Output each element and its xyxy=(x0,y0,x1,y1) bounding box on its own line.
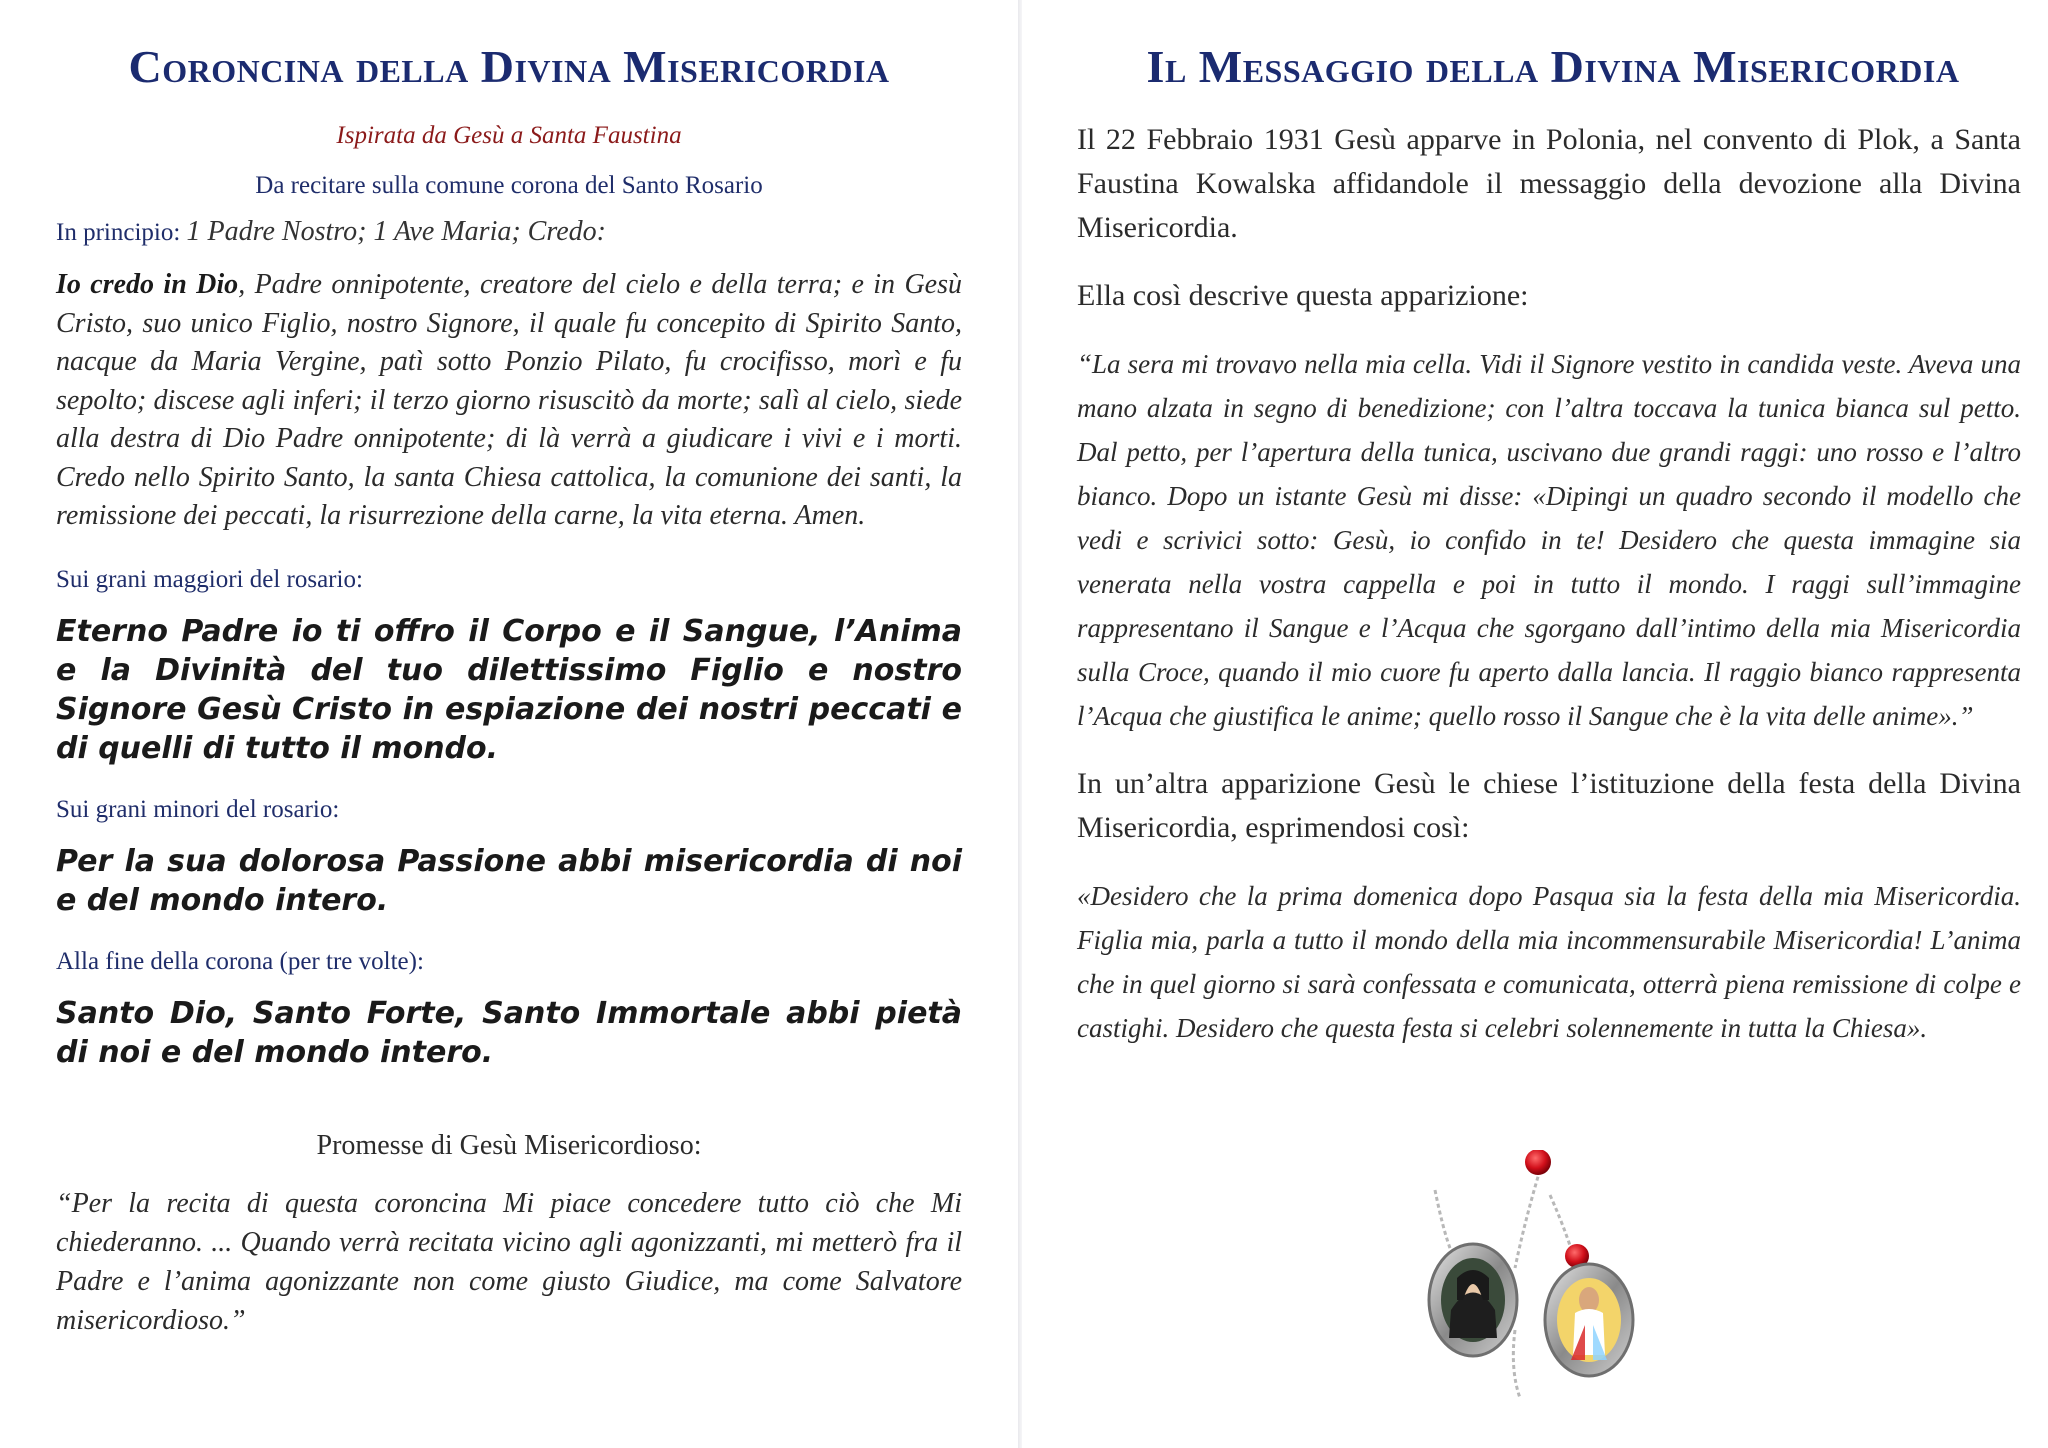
right-column xyxy=(1077,118,2021,1050)
apparition-quote: “La sera mi trovavo nella mia cella. Vidi il Signore vestito in candida veste. Aveva una mano alzata in segno di benedizione; con l’altra toccava la tunica bianca sul petto. Dal petto, per l’apertura della tunica, uscivano due grandi raggi: uno rosso e l’altro bianco. Dopo un istante Gesù mi disse: «Dipingi un quadro secondo il modello che vedi e scrivici sotto: Gesù, io confido in te! Desidero che questa immagine sia venerata nella vostra cappella e poi in tutto il mondo. I raggi sull’immagine rappresentano il Sangue e l’Acqua che sgorgano dall’intimo della mia Misericordia sulla Croce, quando il mio cuore fu aperto dalla lancia. Il raggio bianco rappresenta l’Acqua che giustifica le anime; quello rosso il Sangue che è la vita delle anime».” xyxy=(1077,349,2021,731)
recite-instruction: Da recitare sulla comune corona del Santo Rosario xyxy=(255,172,763,199)
left-page-title: Coroncina della Divina Misericordia xyxy=(128,41,890,92)
promises-text: “Per la recita di questa coroncina Mi piace concedere tutto ciò che Mi chiederanno. ... Quando verrà recitata vicino agli agonizzanti, mi metterò fra il Padre e l’anima agonizzante non come giusto Giudice, ma come Salvatore misericordioso.” xyxy=(56,1187,962,1336)
minor-beads-label: Sui grani minori del rosario: xyxy=(56,795,340,823)
creed-body: , Padre onnipotente, creatore del cielo e della terra; e in Gesù Cristo, suo unico Figlio, nostro Signore, il quale fu concepito di Spirito Santo, nacque da Maria Vergine, patì sotto Ponzio Pilato, fu crocifisso, morì e fu sepolto; discese agli inferi; il terzo giorno risuscitò da morte; salì al cielo, siede alla destra di Dio Padre onnipotente; di là verrà a giudicare i vivi e i morti. Credo nello Spirito Santo, la santa Chiesa cattolica, la comunione dei santi, la remissione dei peccati, la risurrezione della carne, la vita eterna. Amen. xyxy=(56,269,962,531)
minor-beads-prayer: Per la sua dolorosa Passione abbi misericordia di noi e del mondo intero. xyxy=(56,843,962,918)
red-bead-top xyxy=(1525,1150,1551,1175)
promises-heading: Promesse di Gesù Misericordioso: xyxy=(316,1129,702,1161)
feast-paragraph: In un’altra apparizione Gesù le chiese l’istituzione della festa della Divina Misericordia, esprimendosi così: xyxy=(1077,767,2021,844)
description-lead: Ella così descrive questa apparizione: xyxy=(1077,279,1529,312)
intro-items: 1 Padre Nostro; 1 Ave Maria; Credo: xyxy=(186,216,606,247)
medal-saint-faustina xyxy=(1429,1244,1517,1356)
ending-label: Alla fine della corona (per tre volte): xyxy=(56,947,424,975)
subtitle: Ispirata da Gesù a Santa Faustina xyxy=(336,122,682,149)
ending-prayer: Santo Dio, Santo Forte, Santo Immortale abbi pietà di noi e del mondo intero. xyxy=(56,995,962,1070)
intro-paragraph: Il 22 Febbraio 1931 Gesù apparve in Polonia, nel convento di Plok, a Santa Faustina Kowalska affidandole il messaggio della devozione alla Divina Misericordia. xyxy=(1077,123,2021,244)
rosary-medals-image xyxy=(1395,1150,1655,1400)
major-beads-prayer: Eterno Padre io ti offro il Corpo e il Sangue, l’Anima e la Divinità del tuo dilettissimo Figlio e nostro Signore Gesù Cristo in espiazione dei nostri peccati e di quelli di tutto il mondo. xyxy=(56,613,962,766)
left-page xyxy=(0,0,1018,1448)
left-column xyxy=(56,118,962,1340)
intro-line xyxy=(56,216,962,248)
right-page-title: Il Messaggio della Divina Misericordia xyxy=(1146,41,1960,92)
creed-text xyxy=(56,266,962,536)
medal-divine-mercy xyxy=(1545,1264,1633,1376)
major-beads-label: Sui grani maggiori del rosario: xyxy=(56,565,363,593)
creed-lead: Io credo in Dio xyxy=(56,269,239,300)
feast-quote: «Desidero che la prima domenica dopo Pasqua sia la festa della mia Misericordia. Figlia mia, parla a tutto il mondo della mia incommensurabile Misericordia! L’anima che in quel giorno si sarà confessata e comunicata, otterrà piena remissione di colpe e castighi. Desidero che questa festa si celebri solennemente in tutta la Chiesa». xyxy=(1077,881,2021,1043)
intro-label: In principio: xyxy=(56,219,187,246)
